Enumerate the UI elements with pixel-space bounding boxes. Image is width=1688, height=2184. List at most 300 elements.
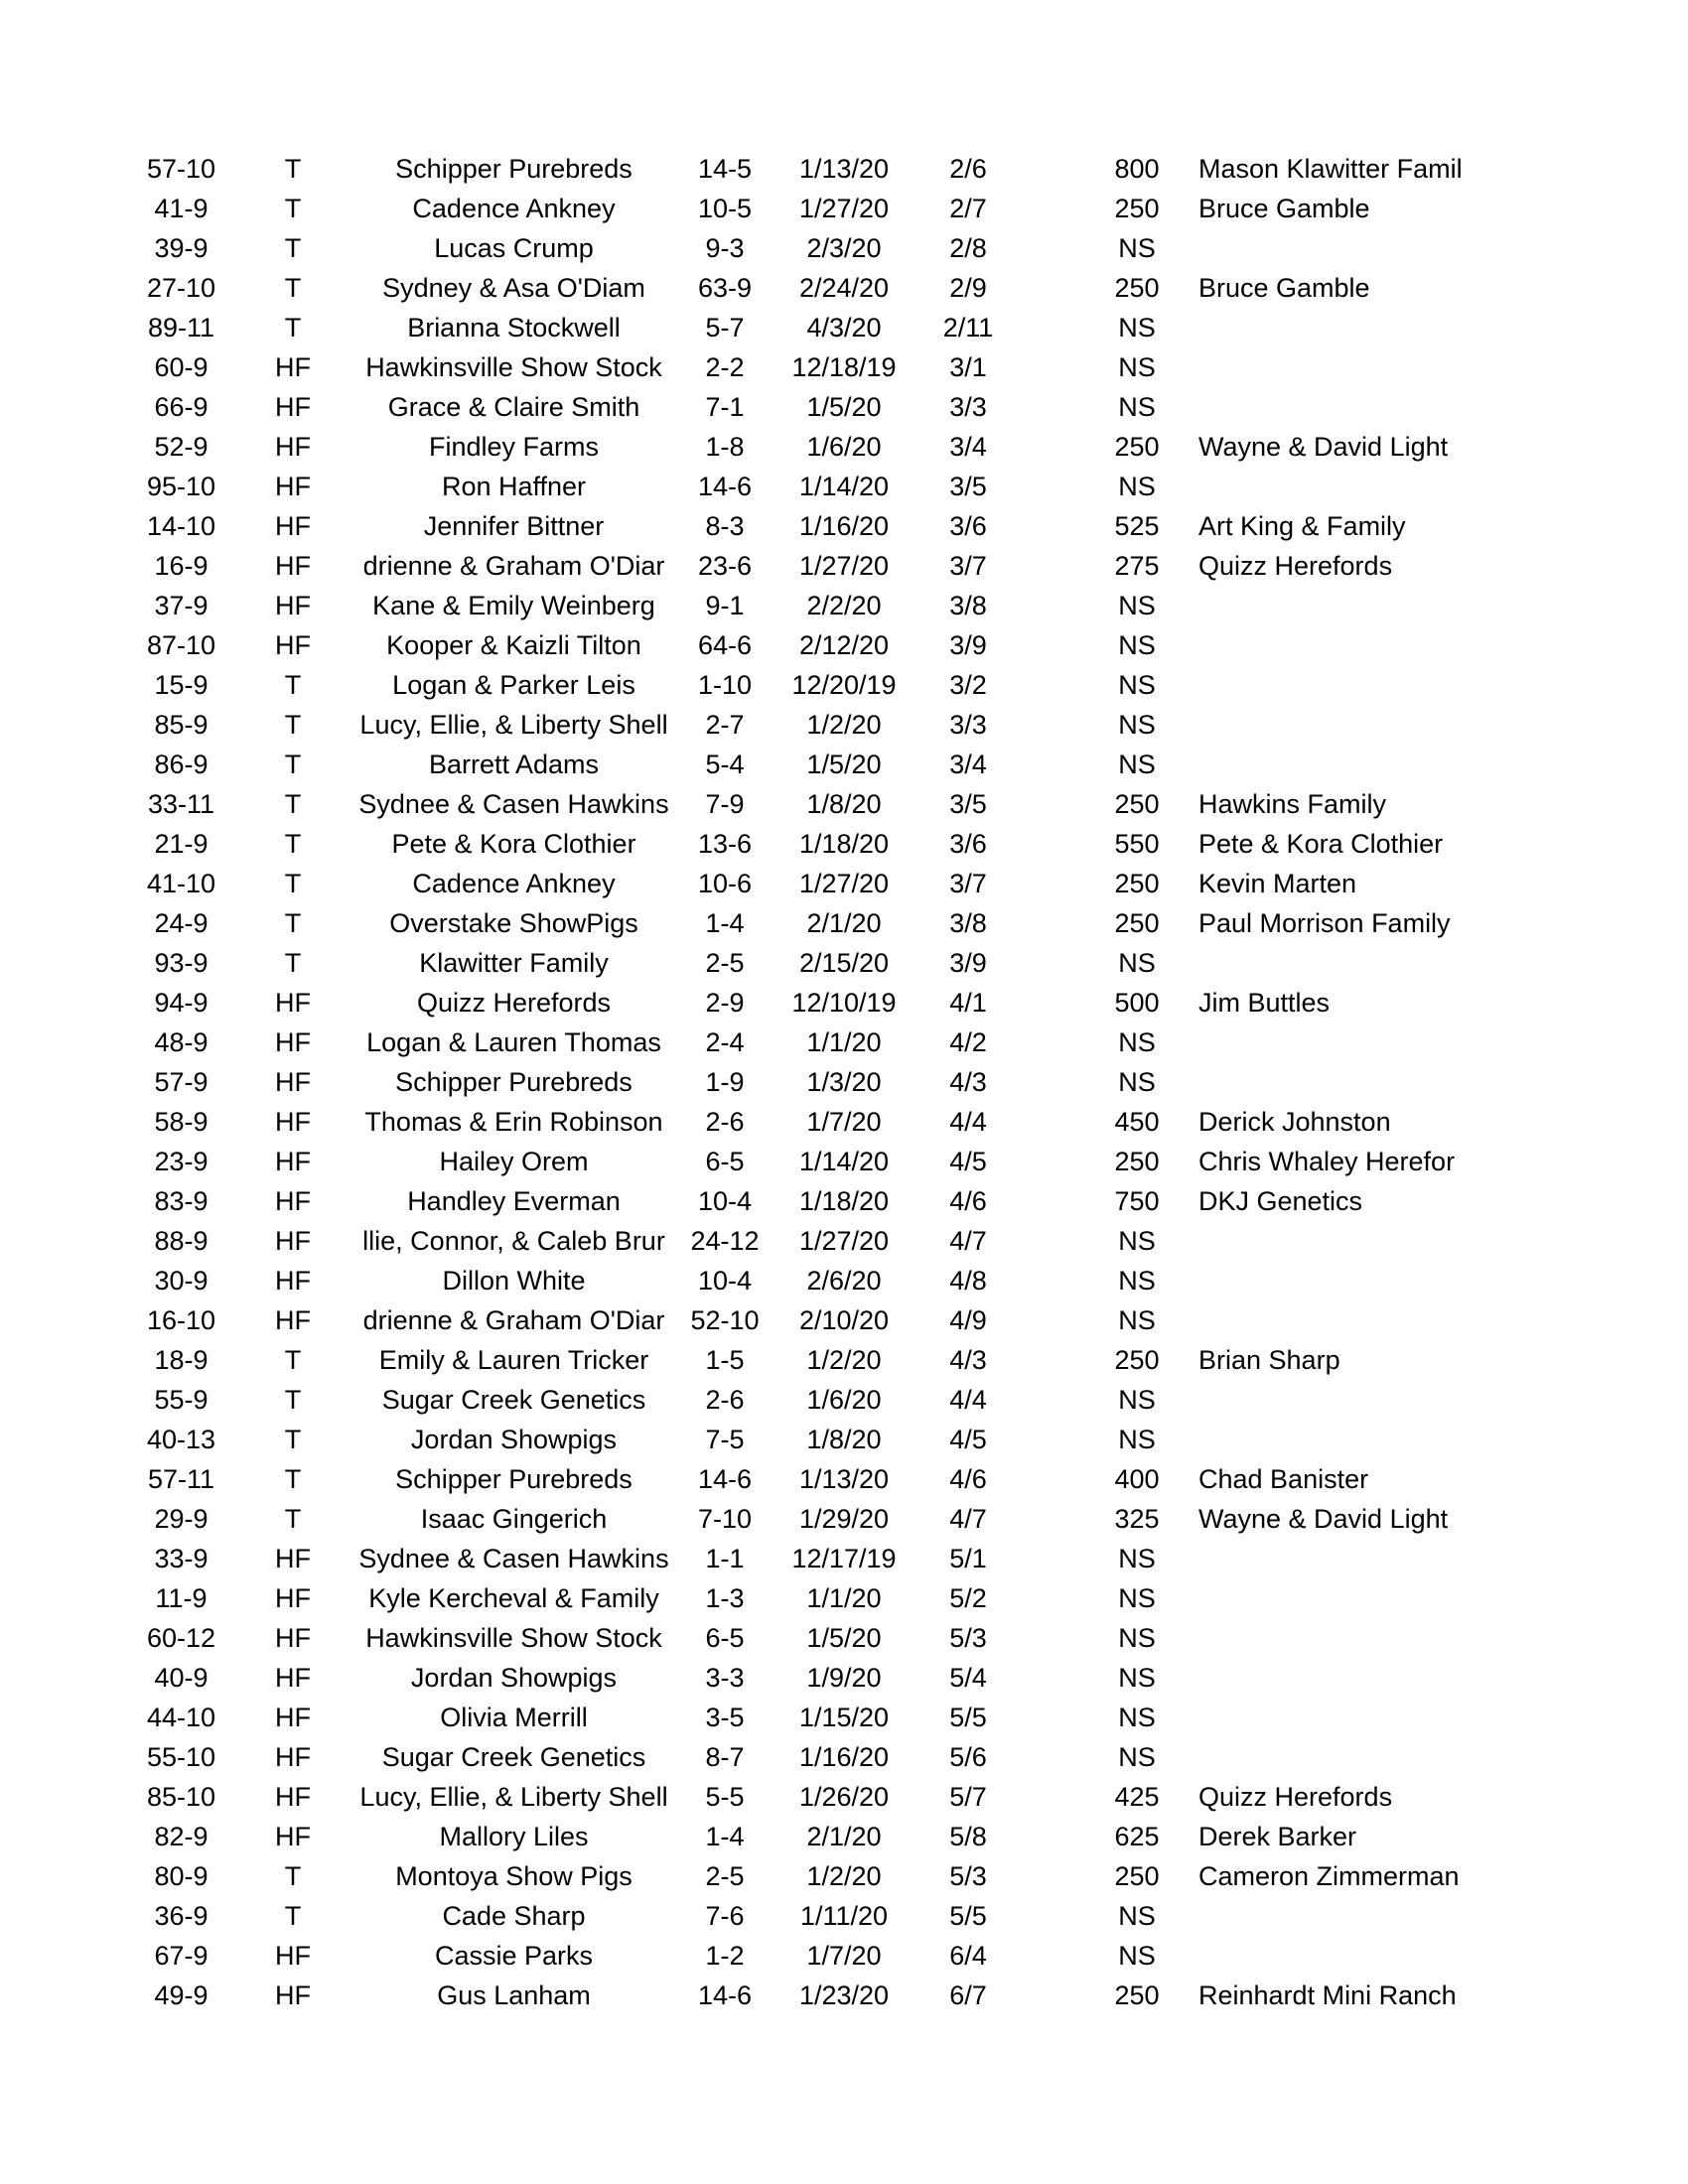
buyer-cell: DKJ Genetics bbox=[1198, 1186, 1363, 1216]
placing-cell: 2/7 bbox=[949, 194, 987, 223]
buyer-cell bbox=[1198, 1380, 1477, 1420]
table-row bbox=[0, 1221, 1688, 1261]
record-cell: 1-4 bbox=[705, 1822, 745, 1851]
entry-id-cell: 24-9 bbox=[154, 908, 209, 938]
entry-id-cell: 37-9 bbox=[154, 591, 209, 620]
buyer-cell: Chris Whaley Herefor bbox=[1198, 1147, 1456, 1176]
price-cell: 425 bbox=[1114, 1782, 1160, 1812]
entry-id-cell: 27-10 bbox=[146, 273, 216, 303]
type-cell: HF bbox=[275, 1583, 311, 1613]
type-cell: HF bbox=[275, 1782, 311, 1812]
exhibitor-name-cell: Logan & Lauren Thomas bbox=[366, 1027, 661, 1057]
exhibitor-name-cell: Lucy, Ellie, & Liberty Shell bbox=[359, 710, 668, 740]
price-cell: 450 bbox=[1114, 1107, 1160, 1137]
entry-id-cell: 16-9 bbox=[154, 551, 209, 581]
placing-cell: 4/7 bbox=[949, 1504, 987, 1534]
buyer-cell bbox=[1198, 1062, 1477, 1102]
price-cell: 525 bbox=[1114, 511, 1160, 541]
type-cell: HF bbox=[275, 1147, 311, 1176]
exhibitor-name-cell: Sydney & Asa O'Diam bbox=[382, 273, 645, 303]
record-cell: 14-6 bbox=[697, 1980, 753, 2010]
record-cell: 3-5 bbox=[705, 1703, 745, 1732]
price-cell: NS bbox=[1118, 1266, 1156, 1296]
table-row bbox=[0, 784, 1688, 824]
buyer-cell bbox=[1198, 1539, 1477, 1578]
placing-cell: 6/4 bbox=[949, 1941, 987, 1971]
exhibitor-name-cell: Sugar Creek Genetics bbox=[381, 1742, 646, 1772]
price-cell: NS bbox=[1118, 1901, 1156, 1931]
price-cell: 250 bbox=[1114, 869, 1160, 898]
date-cell: 1/2/20 bbox=[806, 1861, 882, 1891]
buyer-cell bbox=[1198, 1658, 1477, 1698]
type-cell: HF bbox=[275, 1980, 311, 2010]
exhibitor-name-cell: llie, Connor, & Caleb Brur bbox=[362, 1226, 665, 1256]
placing-cell: 4/6 bbox=[949, 1464, 987, 1494]
record-cell: 1-8 bbox=[705, 432, 745, 462]
exhibitor-name-cell: Hawkinsville Show Stock bbox=[365, 1623, 662, 1653]
date-cell: 1/27/20 bbox=[798, 194, 890, 223]
record-cell: 1-10 bbox=[697, 670, 753, 700]
placing-cell: 6/7 bbox=[949, 1980, 987, 2010]
buyer-cell: Bruce Gamble bbox=[1198, 194, 1370, 223]
entry-id-cell: 67-9 bbox=[154, 1941, 209, 1971]
buyer-cell bbox=[1198, 625, 1477, 665]
placing-cell: 3/9 bbox=[949, 948, 987, 978]
buyer-cell: Hawkins Family bbox=[1198, 789, 1387, 819]
exhibitor-name-cell: Jennifer Bittner bbox=[423, 511, 605, 541]
record-cell: 2-6 bbox=[705, 1107, 745, 1137]
buyer-cell: Derick Johnston bbox=[1198, 1107, 1391, 1137]
table-row bbox=[0, 903, 1688, 943]
buyer-cell: Kevin Marten bbox=[1198, 869, 1357, 898]
date-cell: 12/18/19 bbox=[791, 352, 897, 382]
entry-id-cell: 14-10 bbox=[146, 511, 216, 541]
placing-cell: 3/8 bbox=[949, 908, 987, 938]
table-row bbox=[0, 983, 1688, 1023]
price-cell: NS bbox=[1118, 710, 1156, 740]
price-cell: 625 bbox=[1114, 1822, 1160, 1851]
placing-cell: 4/8 bbox=[949, 1266, 987, 1296]
table-row bbox=[0, 427, 1688, 467]
type-cell: T bbox=[284, 1385, 302, 1415]
buyer-cell: Brian Sharp bbox=[1198, 1345, 1340, 1375]
record-cell: 5-4 bbox=[705, 750, 745, 779]
price-cell: NS bbox=[1118, 1544, 1156, 1573]
buyer-cell: Paul Morrison Family bbox=[1198, 908, 1451, 938]
date-cell: 1/5/20 bbox=[806, 392, 882, 422]
placing-cell: 3/3 bbox=[949, 392, 987, 422]
exhibitor-name-cell: Overstake ShowPigs bbox=[389, 908, 638, 938]
buyer-cell bbox=[1198, 1261, 1477, 1300]
exhibitor-name-cell: Klawitter Family bbox=[419, 948, 609, 978]
date-cell: 1/16/20 bbox=[798, 1742, 890, 1772]
exhibitor-name-cell: Sugar Creek Genetics bbox=[381, 1385, 646, 1415]
placing-cell: 5/7 bbox=[949, 1782, 987, 1812]
table-row bbox=[0, 1499, 1688, 1539]
entry-id-cell: 66-9 bbox=[154, 392, 209, 422]
type-cell: T bbox=[284, 1345, 302, 1375]
type-cell: HF bbox=[275, 392, 311, 422]
exhibitor-name-cell: Findley Farms bbox=[428, 432, 600, 462]
type-cell: T bbox=[284, 313, 302, 342]
price-cell: NS bbox=[1118, 233, 1156, 263]
entry-id-cell: 44-10 bbox=[146, 1703, 216, 1732]
date-cell: 1/6/20 bbox=[806, 1385, 882, 1415]
entry-id-cell: 57-11 bbox=[147, 1464, 215, 1494]
table-row bbox=[0, 665, 1688, 705]
entry-id-cell: 58-9 bbox=[154, 1107, 209, 1137]
placing-cell: 5/5 bbox=[949, 1901, 987, 1931]
price-cell: NS bbox=[1118, 1067, 1156, 1097]
buyer-cell bbox=[1198, 943, 1477, 983]
entry-id-cell: 21-9 bbox=[154, 829, 209, 859]
placing-cell: 5/4 bbox=[949, 1663, 987, 1693]
date-cell: 1/15/20 bbox=[798, 1703, 890, 1732]
exhibitor-name-cell: Schipper Purebreds bbox=[395, 1464, 633, 1494]
date-cell: 2/6/20 bbox=[806, 1266, 882, 1296]
entry-id-cell: 41-9 bbox=[154, 194, 209, 223]
price-cell: NS bbox=[1118, 1663, 1156, 1693]
record-cell: 63-9 bbox=[697, 273, 753, 303]
date-cell: 1/16/20 bbox=[798, 511, 890, 541]
entry-id-cell: 18-9 bbox=[154, 1345, 209, 1375]
placing-cell: 4/4 bbox=[949, 1107, 987, 1137]
placing-cell: 3/2 bbox=[949, 670, 987, 700]
table-row bbox=[0, 467, 1688, 506]
price-cell: 250 bbox=[1114, 432, 1160, 462]
date-cell: 1/8/20 bbox=[806, 789, 882, 819]
placing-cell: 3/9 bbox=[949, 630, 987, 660]
price-cell: NS bbox=[1118, 1623, 1156, 1653]
price-cell: NS bbox=[1118, 750, 1156, 779]
date-cell: 2/15/20 bbox=[798, 948, 890, 978]
buyer-cell: Pete & Kora Clothier bbox=[1198, 829, 1444, 859]
entry-id-cell: 36-9 bbox=[154, 1901, 209, 1931]
exhibitor-name-cell: Thomas & Erin Robinson bbox=[364, 1107, 663, 1137]
record-cell: 1-5 bbox=[705, 1345, 745, 1375]
record-cell: 2-7 bbox=[705, 710, 745, 740]
type-cell: T bbox=[284, 948, 302, 978]
entry-id-cell: 33-9 bbox=[154, 1544, 209, 1573]
exhibitor-name-cell: Quizz Herefords bbox=[416, 988, 612, 1018]
exhibitor-name-cell: Hailey Orem bbox=[439, 1147, 589, 1176]
entry-id-cell: 40-9 bbox=[154, 1663, 209, 1693]
buyer-cell bbox=[1198, 1023, 1477, 1062]
date-cell: 1/7/20 bbox=[806, 1941, 882, 1971]
type-cell: HF bbox=[275, 1266, 311, 1296]
record-cell: 13-6 bbox=[697, 829, 753, 859]
buyer-cell: Quizz Herefords bbox=[1198, 1782, 1393, 1812]
table-row bbox=[0, 1181, 1688, 1221]
entry-id-cell: 16-10 bbox=[146, 1305, 216, 1335]
record-cell: 8-7 bbox=[705, 1742, 745, 1772]
entry-id-cell: 83-9 bbox=[154, 1186, 209, 1216]
exhibitor-name-cell: Grace & Claire Smith bbox=[387, 392, 640, 422]
record-cell: 14-6 bbox=[697, 472, 753, 501]
type-cell: T bbox=[284, 1425, 302, 1454]
entry-id-cell: 40-13 bbox=[146, 1425, 216, 1454]
exhibitor-name-cell: Emily & Lauren Tricker bbox=[378, 1345, 649, 1375]
type-cell: T bbox=[284, 789, 302, 819]
date-cell: 1/2/20 bbox=[806, 710, 882, 740]
record-cell: 10-4 bbox=[697, 1266, 753, 1296]
placing-cell: 4/5 bbox=[949, 1147, 987, 1176]
entry-id-cell: 88-9 bbox=[154, 1226, 209, 1256]
placing-cell: 5/2 bbox=[949, 1583, 987, 1613]
record-cell: 24-12 bbox=[690, 1226, 760, 1256]
record-cell: 2-5 bbox=[705, 1861, 745, 1891]
table-row bbox=[0, 864, 1688, 903]
date-cell: 1/14/20 bbox=[798, 472, 890, 501]
placing-cell: 5/3 bbox=[949, 1861, 987, 1891]
record-cell: 6-5 bbox=[705, 1623, 745, 1653]
price-cell: NS bbox=[1118, 1425, 1156, 1454]
price-cell: 250 bbox=[1114, 273, 1160, 303]
record-cell: 9-3 bbox=[705, 233, 745, 263]
record-cell: 2-9 bbox=[705, 988, 745, 1018]
placing-cell: 4/2 bbox=[949, 1027, 987, 1057]
date-cell: 1/18/20 bbox=[798, 1186, 890, 1216]
type-cell: T bbox=[284, 829, 302, 859]
table-row bbox=[0, 228, 1688, 268]
table-row bbox=[0, 506, 1688, 546]
type-cell: T bbox=[284, 908, 302, 938]
entry-id-cell: 85-9 bbox=[154, 710, 209, 740]
type-cell: T bbox=[284, 670, 302, 700]
type-cell: HF bbox=[275, 511, 311, 541]
price-cell: NS bbox=[1118, 1583, 1156, 1613]
exhibitor-name-cell: Cadence Ankney bbox=[412, 869, 616, 898]
table-row bbox=[0, 745, 1688, 784]
record-cell: 1-4 bbox=[705, 908, 745, 938]
type-cell: HF bbox=[275, 591, 311, 620]
placing-cell: 4/9 bbox=[949, 1305, 987, 1335]
type-cell: HF bbox=[275, 1544, 311, 1573]
exhibitor-name-cell: Ron Haffner bbox=[441, 472, 587, 501]
buyer-cell: Wayne & David Light bbox=[1198, 1504, 1449, 1534]
placing-cell: 3/1 bbox=[949, 352, 987, 382]
table-row bbox=[0, 1102, 1688, 1142]
entry-id-cell: 15-9 bbox=[154, 670, 209, 700]
buyer-cell bbox=[1198, 1618, 1477, 1658]
record-cell: 2-6 bbox=[705, 1385, 745, 1415]
price-cell: 250 bbox=[1114, 1147, 1160, 1176]
placing-cell: 4/6 bbox=[949, 1186, 987, 1216]
price-cell: 400 bbox=[1114, 1464, 1160, 1494]
date-cell: 1/27/20 bbox=[798, 1226, 890, 1256]
placing-cell: 3/6 bbox=[949, 511, 987, 541]
buyer-cell: Jim Buttles bbox=[1198, 988, 1331, 1018]
exhibitor-name-cell: Gus Lanham bbox=[437, 1980, 591, 2010]
type-cell: HF bbox=[275, 630, 311, 660]
price-cell: NS bbox=[1118, 591, 1156, 620]
buyer-cell bbox=[1198, 745, 1477, 784]
record-cell: 2-4 bbox=[705, 1027, 745, 1057]
exhibitor-name-cell: drienne & Graham O'Diar bbox=[362, 1305, 665, 1335]
table-row bbox=[0, 1062, 1688, 1102]
placing-cell: 4/7 bbox=[949, 1226, 987, 1256]
table-row bbox=[0, 1420, 1688, 1459]
price-cell: NS bbox=[1118, 313, 1156, 342]
date-cell: 2/12/20 bbox=[798, 630, 890, 660]
buyer-cell bbox=[1198, 705, 1477, 745]
record-cell: 10-5 bbox=[697, 194, 753, 223]
placing-cell: 3/3 bbox=[949, 710, 987, 740]
date-cell: 1/29/20 bbox=[798, 1504, 890, 1534]
buyer-cell bbox=[1198, 1420, 1477, 1459]
price-cell: NS bbox=[1118, 630, 1156, 660]
exhibitor-name-cell: Lucas Crump bbox=[434, 233, 594, 263]
type-cell: T bbox=[284, 1504, 302, 1534]
date-cell: 1/13/20 bbox=[798, 154, 890, 184]
price-cell: 500 bbox=[1114, 988, 1160, 1018]
type-cell: HF bbox=[275, 1186, 311, 1216]
table-row bbox=[0, 1896, 1688, 1936]
record-cell: 5-5 bbox=[705, 1782, 745, 1812]
entry-id-cell: 33-11 bbox=[147, 789, 215, 819]
price-cell: 250 bbox=[1114, 194, 1160, 223]
type-cell: HF bbox=[275, 432, 311, 462]
date-cell: 1/9/20 bbox=[806, 1663, 882, 1693]
date-cell: 1/14/20 bbox=[798, 1147, 890, 1176]
table-row bbox=[0, 1459, 1688, 1499]
buyer-cell: Quizz Herefords bbox=[1198, 551, 1393, 581]
table-row bbox=[0, 1380, 1688, 1420]
table-row bbox=[0, 189, 1688, 228]
exhibitor-name-cell: Jordan Showpigs bbox=[410, 1425, 618, 1454]
placing-cell: 2/6 bbox=[949, 154, 987, 184]
exhibitor-name-cell: Montoya Show Pigs bbox=[395, 1861, 633, 1891]
exhibitor-name-cell: Lucy, Ellie, & Liberty Shell bbox=[359, 1782, 668, 1812]
date-cell: 1/27/20 bbox=[798, 869, 890, 898]
record-cell: 5-7 bbox=[705, 313, 745, 342]
table-row bbox=[0, 1261, 1688, 1300]
price-cell: NS bbox=[1118, 472, 1156, 501]
date-cell: 4/3/20 bbox=[806, 313, 882, 342]
table-row bbox=[0, 347, 1688, 387]
price-cell: NS bbox=[1118, 1027, 1156, 1057]
entry-id-cell: 30-9 bbox=[154, 1266, 209, 1296]
entry-id-cell: 55-10 bbox=[146, 1742, 216, 1772]
type-cell: HF bbox=[275, 1305, 311, 1335]
price-cell: NS bbox=[1118, 1742, 1156, 1772]
type-cell: HF bbox=[275, 1941, 311, 1971]
buyer-cell bbox=[1198, 467, 1477, 506]
record-cell: 10-4 bbox=[697, 1186, 753, 1216]
buyer-cell bbox=[1198, 308, 1477, 347]
table-row bbox=[0, 625, 1688, 665]
date-cell: 1/6/20 bbox=[806, 432, 882, 462]
buyer-cell: Cameron Zimmerman bbox=[1198, 1861, 1460, 1891]
type-cell: T bbox=[284, 1464, 302, 1494]
table-row bbox=[0, 1658, 1688, 1698]
entry-id-cell: 93-9 bbox=[154, 948, 209, 978]
exhibitor-name-cell: Mallory Liles bbox=[439, 1822, 589, 1851]
buyer-cell bbox=[1198, 228, 1477, 268]
placing-cell: 4/3 bbox=[949, 1345, 987, 1375]
type-cell: T bbox=[284, 1901, 302, 1931]
exhibitor-name-cell: Jordan Showpigs bbox=[410, 1663, 618, 1693]
record-cell: 8-3 bbox=[705, 511, 745, 541]
table-row bbox=[0, 1777, 1688, 1817]
placing-cell: 5/3 bbox=[949, 1623, 987, 1653]
date-cell: 1/2/20 bbox=[806, 1345, 882, 1375]
type-cell: T bbox=[284, 710, 302, 740]
date-cell: 1/5/20 bbox=[806, 1623, 882, 1653]
date-cell: 2/2/20 bbox=[806, 591, 882, 620]
placing-cell: 3/6 bbox=[949, 829, 987, 859]
record-cell: 7-9 bbox=[705, 789, 745, 819]
price-cell: 250 bbox=[1114, 1345, 1160, 1375]
type-cell: HF bbox=[275, 988, 311, 1018]
entry-id-cell: 29-9 bbox=[154, 1504, 209, 1534]
entry-id-cell: 39-9 bbox=[154, 233, 209, 263]
table-row bbox=[0, 268, 1688, 308]
entry-id-cell: 94-9 bbox=[154, 988, 209, 1018]
price-cell: 550 bbox=[1114, 829, 1160, 859]
type-cell: HF bbox=[275, 551, 311, 581]
exhibitor-name-cell: Sydnee & Casen Hawkins bbox=[358, 1544, 669, 1573]
exhibitor-name-cell: Dillon White bbox=[442, 1266, 586, 1296]
exhibitor-name-cell: Schipper Purebreds bbox=[395, 1067, 633, 1097]
date-cell: 12/17/19 bbox=[791, 1544, 897, 1573]
placing-cell: 3/5 bbox=[949, 789, 987, 819]
type-cell: HF bbox=[275, 1623, 311, 1653]
exhibitor-name-cell: Pete & Kora Clothier bbox=[391, 829, 636, 859]
date-cell: 1/23/20 bbox=[798, 1980, 890, 2010]
table-row bbox=[0, 1300, 1688, 1340]
date-cell: 1/3/20 bbox=[806, 1067, 882, 1097]
price-cell: NS bbox=[1118, 1226, 1156, 1256]
table-row bbox=[0, 1340, 1688, 1380]
record-cell: 7-1 bbox=[705, 392, 745, 422]
record-cell: 6-5 bbox=[705, 1147, 745, 1176]
table-row bbox=[0, 1142, 1688, 1181]
date-cell: 1/13/20 bbox=[798, 1464, 890, 1494]
entry-id-cell: 57-9 bbox=[154, 1067, 209, 1097]
buyer-cell bbox=[1198, 387, 1477, 427]
record-cell: 1-2 bbox=[705, 1941, 745, 1971]
date-cell: 1/1/20 bbox=[806, 1583, 882, 1613]
price-cell: NS bbox=[1118, 392, 1156, 422]
table-row bbox=[0, 824, 1688, 864]
entry-id-cell: 87-10 bbox=[146, 630, 216, 660]
entry-id-cell: 41-10 bbox=[146, 869, 216, 898]
entry-id-cell: 86-9 bbox=[154, 750, 209, 779]
entry-id-cell: 49-9 bbox=[154, 1980, 209, 2010]
type-cell: T bbox=[284, 1861, 302, 1891]
results-sheet bbox=[0, 149, 1688, 2015]
date-cell: 1/27/20 bbox=[798, 551, 890, 581]
date-cell: 12/10/19 bbox=[791, 988, 897, 1018]
record-cell: 23-6 bbox=[697, 551, 753, 581]
type-cell: T bbox=[284, 154, 302, 184]
type-cell: T bbox=[284, 233, 302, 263]
type-cell: HF bbox=[275, 1822, 311, 1851]
date-cell: 1/18/20 bbox=[798, 829, 890, 859]
type-cell: T bbox=[284, 273, 302, 303]
entry-id-cell: 48-9 bbox=[154, 1027, 209, 1057]
buyer-cell: Wayne & David Light bbox=[1198, 432, 1449, 462]
exhibitor-name-cell: Isaac Gingerich bbox=[420, 1504, 608, 1534]
price-cell: NS bbox=[1118, 1941, 1156, 1971]
exhibitor-name-cell: Schipper Purebreds bbox=[395, 154, 633, 184]
placing-cell: 2/11 bbox=[942, 313, 994, 342]
type-cell: HF bbox=[275, 1067, 311, 1097]
table-row bbox=[0, 705, 1688, 745]
table-row bbox=[0, 1976, 1688, 2015]
price-cell: 250 bbox=[1114, 1980, 1160, 2010]
